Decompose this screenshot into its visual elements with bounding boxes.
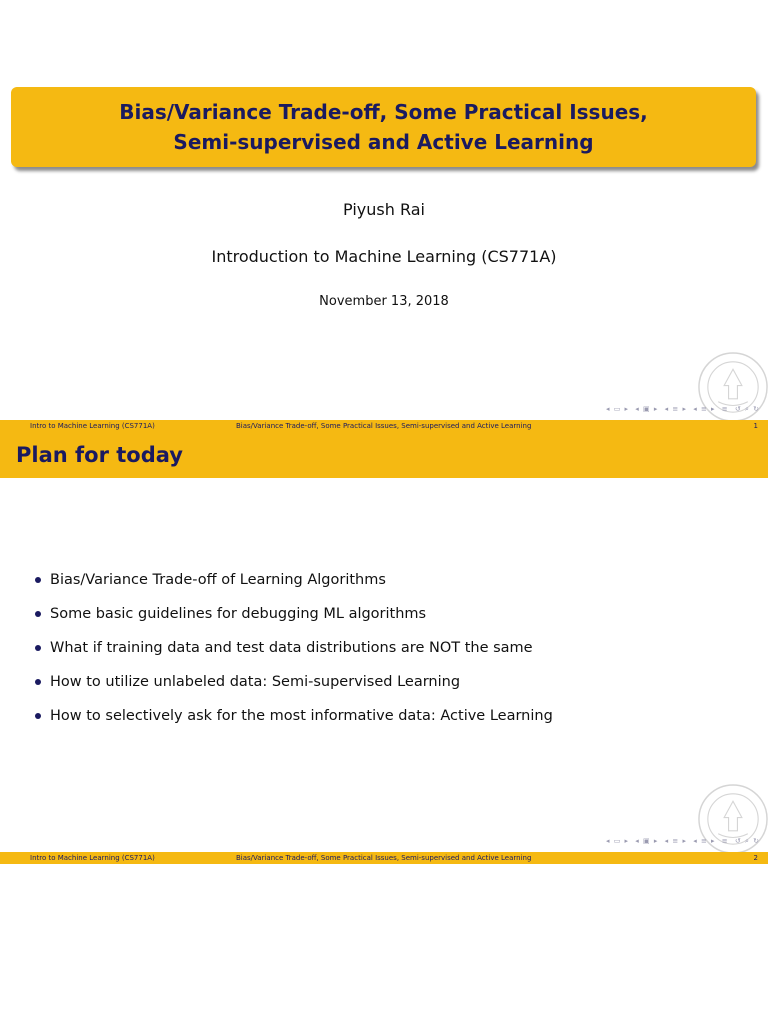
title-slide [0, 0, 768, 432]
nav-section-icon[interactable]: ◂ ≡ ▸ [693, 837, 716, 845]
nav-subsection-icon[interactable]: ◂ ≡ ▸ [664, 405, 687, 413]
nav-slide-icon[interactable]: ◂ ▭ ▸ [605, 405, 630, 413]
nav-align-icon[interactable]: ≡ [721, 837, 729, 845]
list-item [35, 671, 553, 705]
beamer-navigation [603, 837, 760, 846]
bullet-icon [35, 713, 41, 719]
course-name: Introduction to Machine Learning (CS771A) [211, 247, 557, 266]
title-box [11, 87, 756, 167]
frame-title-bar [0, 432, 768, 478]
nav-frame-icon[interactable]: ◂ ▣ ▸ [635, 837, 659, 845]
beamer-navigation [603, 405, 760, 414]
footer-title: Bias/Variance Trade-off, Some Practical Issues, Semi-supervised and Active Learning [236, 422, 532, 430]
plan-slide [0, 432, 768, 864]
bullet-text: How to selectively ask for the most informative data: Active Learning [50, 708, 553, 724]
footline [0, 420, 768, 432]
bullet-text: What if training data and test data distributions are NOT the same [50, 640, 533, 656]
list-item [35, 705, 553, 739]
bullet-text: Bias/Variance Trade-off of Learning Algorithms [50, 572, 386, 588]
nav-subsection-icon[interactable]: ◂ ≡ ▸ [664, 837, 687, 845]
presentation-date: November 13, 2018 [319, 294, 449, 309]
footer-title: Bias/Variance Trade-off, Some Practical Issues, Semi-supervised and Active Learning [236, 854, 532, 862]
nav-search-icon[interactable]: ↺ ⌕ ↻ [734, 405, 760, 413]
footline [0, 852, 768, 864]
title-line-1: Bias/Variance Trade-off, Some Practical Issues, [119, 100, 648, 124]
bullet-icon [35, 577, 41, 583]
bullet-icon [35, 679, 41, 685]
bullet-text: How to utilize unlabeled data: Semi-supervised Learning [50, 674, 461, 690]
frame-title: Plan for today [16, 443, 183, 467]
footer-course: Intro to Machine Learning (CS771A) [30, 422, 155, 430]
list-item [35, 569, 553, 603]
bullet-icon [35, 611, 41, 617]
nav-align-icon[interactable]: ≡ [721, 405, 729, 413]
author: Piyush Rai [343, 200, 425, 219]
footer-course: Intro to Machine Learning (CS771A) [30, 854, 155, 862]
list-item [35, 637, 553, 671]
nav-search-icon[interactable]: ↺ ⌕ ↻ [734, 837, 760, 845]
page-number: 1 [753, 422, 758, 430]
nav-frame-icon[interactable]: ◂ ▣ ▸ [635, 405, 659, 413]
nav-slide-icon[interactable]: ◂ ▭ ▸ [605, 837, 630, 845]
nav-section-icon[interactable]: ◂ ≡ ▸ [693, 405, 716, 413]
list-item [35, 603, 553, 637]
bullet-list [35, 569, 553, 739]
page-number: 2 [753, 854, 758, 862]
bullet-text: Some basic guidelines for debugging ML algorithms [50, 606, 427, 622]
bullet-icon [35, 645, 41, 651]
title-line-2: Semi-supervised and Active Learning [173, 130, 594, 154]
